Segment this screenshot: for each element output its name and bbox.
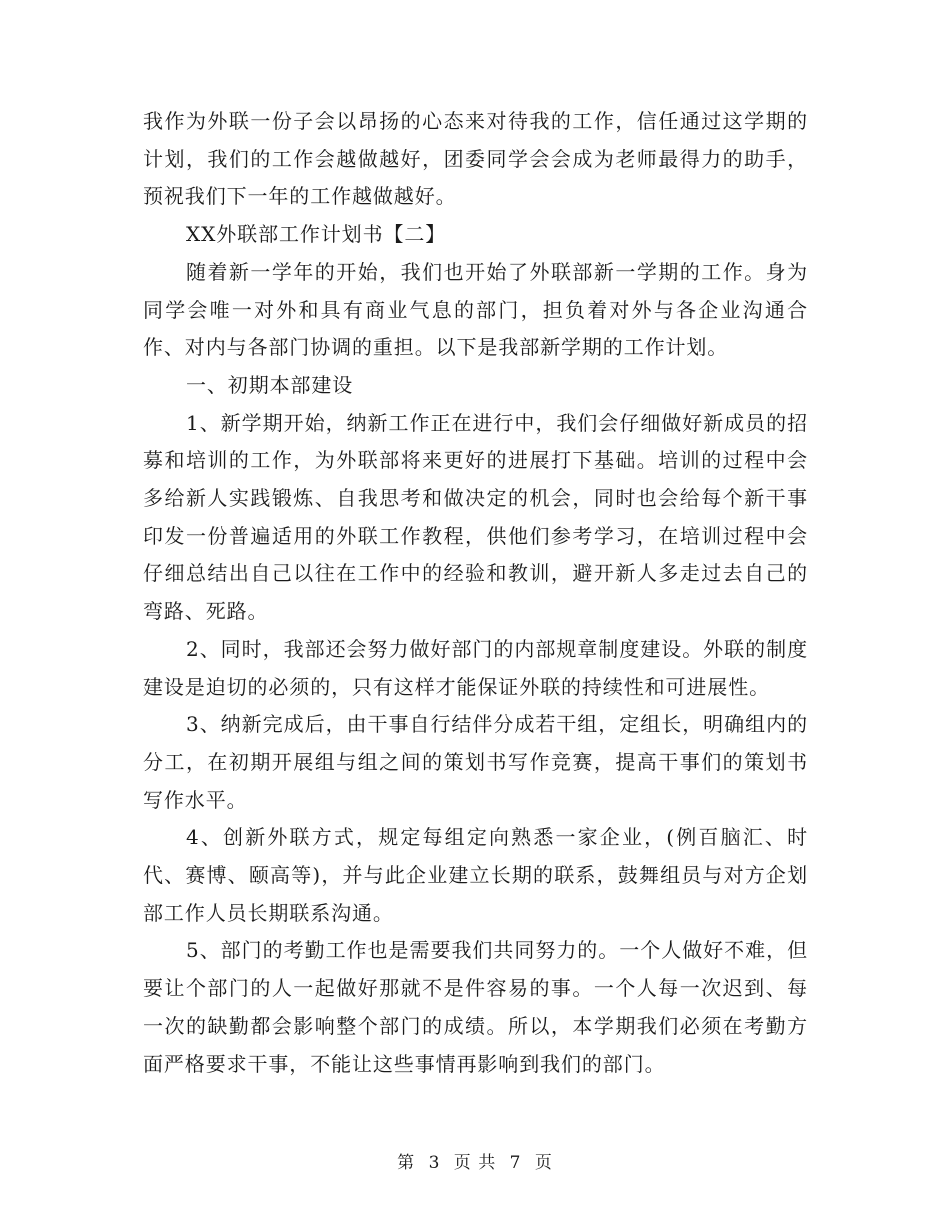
section-heading: XX外联部工作计划书【二】 — [186, 222, 447, 247]
document-body — [143, 103, 808, 1083]
list-item-5: 5、部门的考勤工作也是需要我们共同努力的。一个人做好不难，但要让个部门的人一起做好那就不是件容易的事。一个人每一次迟到、每一次的缺勤都会影响整个部门的成绩。所以，本学期我们必须在考勤方面严格要求干事，不能让这些事情再影响到我们的部门。 — [143, 938, 808, 1076]
list-item-4: 4、创新外联方式，规定每组定向熟悉一家企业，(例百脑汇、时代、赛博、颐高等)，并与此企业建立长期的联系，鼓舞组员与对方企划部工作人员长期联系沟通。 — [143, 825, 808, 925]
footer-middle: 页 共 — [453, 1153, 497, 1173]
list-item-1: 1、新学期开始，纳新工作正在进行中，我们会仔细做好新成员的招募和培训的工作，为外联部将来更好的进展打下基础。培训的过程中会多给新人实践锻炼、自我思考和做决定的机会，同时也会给每个新干事印发一份普遍适用的外联工作教程，供他们参考学习，在培训过程中会仔细总结出自己以往在工作中的经验和教训，避开新人多走过去自己的弯路、死路。 — [143, 410, 808, 624]
paragraph-closing: 我作为外联一份子会以昂扬的心态来对待我的工作，信任通过这学期的计划，我们的工作会越做越好，团委同学会会成为老师最得力的助手，预祝我们下一年的工作越做越好。 — [143, 109, 808, 209]
page-footer — [0, 1148, 950, 1173]
subsection-heading: 一、初期本部建设 — [186, 372, 354, 397]
list-item-3: 3、纳新完成后，由干事自行结伴分成若干组，定组长，明确组内的分工，在初期开展组与组之间的策划书写作竞赛，提高干事们的策划书写作水平。 — [143, 712, 808, 812]
total-pages-number: 7 — [509, 1153, 522, 1173]
footer-suffix: 页 — [534, 1153, 553, 1173]
paragraph-intro: 随着新一学年的开始，我们也开始了外联部新一学期的工作。身为同学会唯一对外和具有商业气息的部门，担负着对外与各企业沟通合作、对内与各部门协调的重担。以下是我部新学期的工作计划。 — [143, 259, 808, 360]
footer-prefix: 第 — [397, 1153, 416, 1173]
current-page-number: 3 — [428, 1153, 441, 1173]
list-item-2: 2、同时，我部还会努力做好部门的内部规章制度建设。外联的制度建设是迫切的必须的，只有这样才能保证外联的持续性和可进展性。 — [143, 636, 808, 699]
